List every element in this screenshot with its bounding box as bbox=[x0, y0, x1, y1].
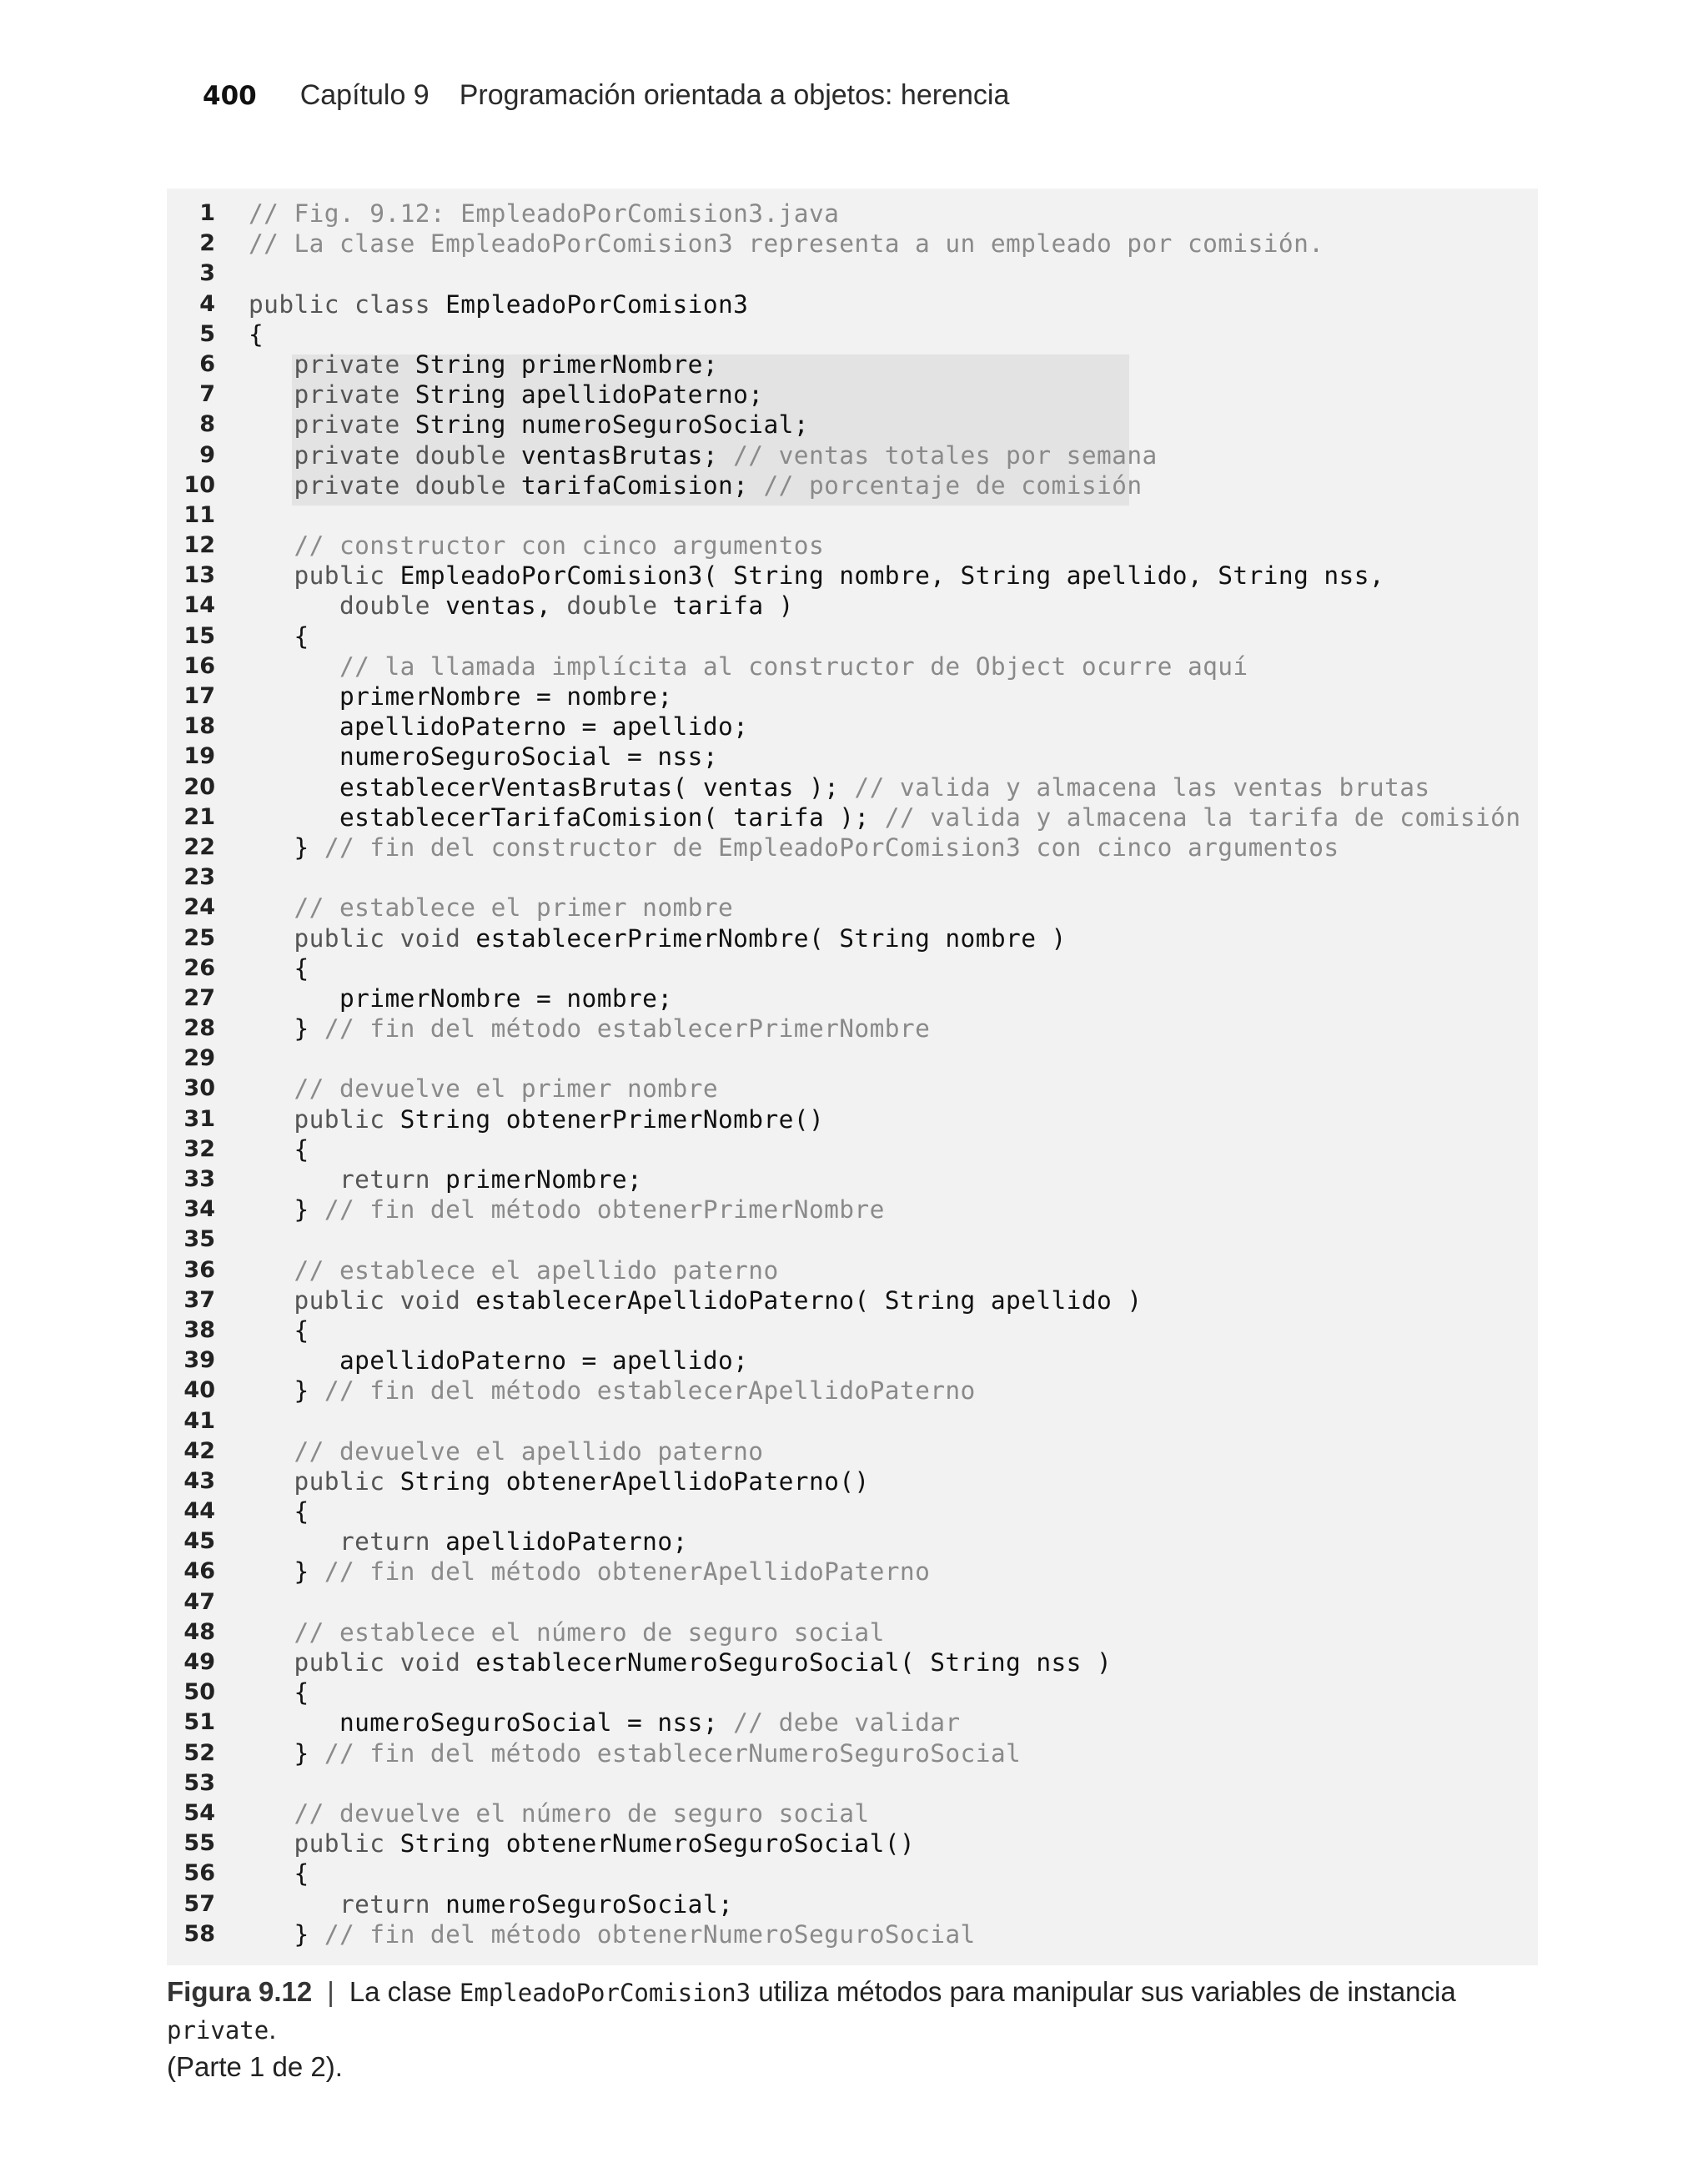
code-text bbox=[249, 380, 763, 410]
code-line bbox=[167, 350, 1538, 380]
code-line bbox=[167, 1195, 1538, 1225]
code-line bbox=[167, 1285, 1538, 1315]
line-number: 47 bbox=[183, 1588, 215, 1615]
code-line bbox=[167, 893, 1538, 923]
code-identifier: EmpleadoPorComision3( String nombre, String apellido, String nss, bbox=[399, 561, 1385, 591]
code-line bbox=[167, 1346, 1538, 1376]
code-lines bbox=[167, 199, 1538, 1949]
code-line bbox=[167, 1768, 1538, 1798]
chapter-label: Capítulo 9 bbox=[299, 79, 430, 111]
code-text bbox=[249, 1315, 309, 1346]
line-number: 14 bbox=[183, 592, 215, 619]
code-keyword: return bbox=[249, 1889, 446, 1919]
code-identifier: establecerPrimerNombre( String nombre ) bbox=[475, 923, 1067, 953]
caption-text-1: La clase bbox=[349, 1976, 460, 2007]
line-number: 54 bbox=[183, 1799, 215, 1826]
code-identifier: primerNombre = nombre; bbox=[249, 983, 673, 1013]
code-text bbox=[249, 410, 809, 440]
code-identifier: { bbox=[249, 1497, 309, 1527]
code-line bbox=[167, 863, 1538, 893]
code-comment: // devuelve el primer nombre bbox=[249, 1074, 718, 1104]
code-comment: // fin del constructor de EmpleadoPorComision3 con cinco argumentos bbox=[324, 832, 1339, 862]
code-identifier: primerNombre = nombre; bbox=[249, 682, 673, 711]
code-text bbox=[249, 621, 309, 651]
line-number: 49 bbox=[183, 1649, 215, 1675]
caption-text-2: utiliza métodos para manipular sus variables de instancia bbox=[751, 1976, 1456, 2007]
code-identifier: } bbox=[249, 1376, 324, 1406]
code-line bbox=[167, 651, 1538, 682]
code-comment: // La clase EmpleadoPorComision3 representa a un empleado por comisión. bbox=[249, 229, 1324, 259]
code-text bbox=[249, 893, 733, 923]
line-number: 50 bbox=[183, 1679, 215, 1706]
code-line bbox=[167, 259, 1538, 289]
code-comment: // fin del método obtenerNumeroSeguroSocial bbox=[324, 1919, 976, 1949]
line-number: 33 bbox=[183, 1166, 215, 1192]
line-number: 5 bbox=[199, 320, 215, 347]
code-line bbox=[167, 1466, 1538, 1496]
code-text bbox=[249, 1678, 309, 1708]
line-number: 53 bbox=[183, 1769, 215, 1796]
code-text bbox=[249, 229, 1324, 259]
code-line bbox=[167, 289, 1538, 319]
line-number: 24 bbox=[183, 894, 215, 921]
line-number: 3 bbox=[199, 260, 215, 287]
line-number: 48 bbox=[183, 1618, 215, 1645]
code-line bbox=[167, 1798, 1538, 1828]
code-line bbox=[167, 531, 1538, 561]
code-keyword: private double bbox=[249, 440, 521, 470]
code-identifier: } bbox=[249, 1195, 324, 1225]
line-number: 58 bbox=[183, 1920, 215, 1947]
code-keyword: public void bbox=[249, 923, 476, 953]
code-comment: // constructor con cinco argumentos bbox=[249, 531, 825, 561]
code-identifier: String obtenerApellidoPaterno() bbox=[399, 1466, 870, 1496]
code-comment: // fin del método establecerPrimerNombre bbox=[324, 1014, 931, 1044]
code-identifier: { bbox=[249, 621, 309, 651]
line-number: 51 bbox=[183, 1709, 215, 1736]
code-comment: // devuelve el apellido paterno bbox=[249, 1436, 764, 1466]
line-number: 6 bbox=[199, 350, 215, 377]
line-number: 2 bbox=[199, 230, 215, 257]
line-number: 31 bbox=[183, 1105, 215, 1132]
code-text bbox=[249, 199, 839, 229]
code-identifier: primerNombre; bbox=[445, 1165, 643, 1194]
line-number: 8 bbox=[199, 411, 215, 438]
code-text bbox=[249, 319, 264, 350]
code-identifier: } bbox=[249, 1014, 324, 1044]
code-text bbox=[249, 289, 748, 319]
line-number: 39 bbox=[183, 1347, 215, 1374]
code-line bbox=[167, 1134, 1538, 1164]
caption-code-class: EmpleadoPorComision3 bbox=[459, 1979, 751, 2007]
code-identifier: tarifa ) bbox=[672, 591, 794, 621]
code-line bbox=[167, 591, 1538, 621]
code-text bbox=[249, 1496, 309, 1527]
code-line bbox=[167, 1436, 1538, 1466]
code-identifier: } bbox=[249, 1557, 324, 1587]
code-identifier: { bbox=[249, 953, 309, 983]
code-comment: // devuelve el número de seguro social bbox=[249, 1798, 870, 1828]
code-line bbox=[167, 1164, 1538, 1195]
code-comment: // valida y almacena la tarifa de comisión bbox=[884, 802, 1521, 832]
code-comment: // fin del método obtenerPrimerNombre bbox=[324, 1195, 885, 1225]
code-identifier: } bbox=[249, 1919, 324, 1949]
line-number: 40 bbox=[183, 1377, 215, 1404]
line-number: 20 bbox=[183, 773, 215, 800]
code-line bbox=[167, 500, 1538, 531]
line-number: 36 bbox=[183, 1256, 215, 1283]
code-line bbox=[167, 1738, 1538, 1768]
code-line bbox=[167, 1647, 1538, 1678]
code-keyword: public bbox=[249, 561, 400, 591]
code-line bbox=[167, 1617, 1538, 1647]
code-identifier: { bbox=[249, 1859, 309, 1889]
code-identifier: String numeroSeguroSocial; bbox=[414, 410, 809, 440]
line-number: 30 bbox=[183, 1075, 215, 1102]
code-line bbox=[167, 923, 1538, 953]
code-keyword: double bbox=[566, 591, 673, 621]
line-number: 45 bbox=[183, 1528, 215, 1555]
code-identifier: ventas, bbox=[445, 591, 567, 621]
code-text bbox=[249, 953, 309, 983]
line-number: 38 bbox=[183, 1316, 215, 1343]
code-line bbox=[167, 832, 1538, 863]
code-line bbox=[167, 682, 1538, 712]
code-text bbox=[249, 651, 1248, 682]
line-number: 15 bbox=[183, 622, 215, 649]
caption-continuation: (Parte 1 de 2). bbox=[167, 2051, 343, 2082]
line-number: 56 bbox=[183, 1860, 215, 1887]
code-comment: // fin del método establecerNumeroSeguroSocial bbox=[324, 1738, 1022, 1768]
line-number: 37 bbox=[183, 1286, 215, 1313]
line-number: 28 bbox=[183, 1015, 215, 1042]
code-keyword: public bbox=[249, 1104, 400, 1134]
code-line bbox=[167, 1104, 1538, 1134]
code-text bbox=[249, 712, 748, 742]
code-identifier: String obtenerNumeroSeguroSocial() bbox=[399, 1829, 916, 1859]
code-line bbox=[167, 1828, 1538, 1859]
code-text bbox=[249, 1164, 642, 1195]
line-number: 41 bbox=[183, 1407, 215, 1434]
code-text bbox=[249, 440, 1158, 470]
code-line bbox=[167, 772, 1538, 802]
code-keyword: return bbox=[249, 1165, 446, 1194]
line-number: 1 bbox=[199, 200, 215, 226]
code-line bbox=[167, 1919, 1538, 1949]
code-line bbox=[167, 1889, 1538, 1919]
code-identifier: { bbox=[249, 1678, 309, 1708]
line-number: 4 bbox=[199, 290, 215, 317]
line-number: 46 bbox=[183, 1558, 215, 1585]
code-line bbox=[167, 1527, 1538, 1557]
code-text bbox=[249, 742, 718, 772]
code-line bbox=[167, 802, 1538, 832]
code-identifier: } bbox=[249, 832, 324, 862]
code-identifier: String primerNombre; bbox=[414, 350, 718, 379]
code-line bbox=[167, 1557, 1538, 1587]
code-text bbox=[249, 983, 673, 1014]
line-number: 13 bbox=[183, 562, 215, 589]
code-comment: // debe validar bbox=[733, 1708, 961, 1738]
line-number: 32 bbox=[183, 1135, 215, 1162]
code-text bbox=[249, 350, 718, 380]
code-text bbox=[249, 802, 1521, 832]
code-identifier: tarifaComision; bbox=[520, 470, 764, 500]
caption-text-3: . bbox=[269, 2014, 277, 2045]
code-text bbox=[249, 1104, 824, 1134]
code-line bbox=[167, 229, 1538, 259]
code-text bbox=[249, 1376, 976, 1406]
code-comment: // fin del método obtenerApellidoPaterno bbox=[324, 1557, 931, 1587]
line-number: 16 bbox=[183, 652, 215, 679]
figure-caption bbox=[167, 1974, 1551, 2085]
code-text bbox=[249, 1828, 915, 1859]
line-number: 7 bbox=[199, 381, 215, 408]
code-line bbox=[167, 621, 1538, 651]
code-line bbox=[167, 712, 1538, 742]
code-text bbox=[249, 561, 1384, 591]
line-number: 35 bbox=[183, 1226, 215, 1253]
code-line bbox=[167, 561, 1538, 591]
code-text bbox=[249, 1798, 870, 1828]
code-text bbox=[249, 1557, 930, 1587]
line-number: 27 bbox=[183, 984, 215, 1011]
line-number: 23 bbox=[183, 864, 215, 891]
code-line bbox=[167, 1074, 1538, 1104]
code-identifier: establecerTarifaComision( tarifa ); bbox=[249, 802, 885, 832]
code-listing bbox=[167, 189, 1538, 1965]
code-text bbox=[249, 1859, 309, 1889]
code-line bbox=[167, 380, 1538, 410]
code-line bbox=[167, 410, 1538, 440]
code-identifier: establecerVentasBrutas( ventas ); bbox=[249, 772, 855, 802]
code-identifier: apellidoPaterno = apellido; bbox=[249, 712, 749, 742]
code-keyword: double bbox=[249, 591, 446, 621]
page-header bbox=[203, 79, 1009, 121]
code-identifier: { bbox=[249, 319, 264, 349]
caption-code-keyword: private bbox=[167, 2016, 269, 2045]
code-text bbox=[249, 772, 1430, 802]
code-text bbox=[249, 1617, 885, 1647]
code-line bbox=[167, 983, 1538, 1014]
code-line bbox=[167, 1708, 1538, 1738]
code-identifier: establecerApellidoPaterno( String apellido ) bbox=[475, 1285, 1143, 1315]
code-identifier: String apellidoPaterno; bbox=[414, 380, 764, 410]
line-number: 19 bbox=[183, 743, 215, 770]
code-line bbox=[167, 470, 1538, 500]
code-comment: // porcentaje de comisión bbox=[763, 470, 1143, 500]
line-number: 22 bbox=[183, 833, 215, 860]
line-number: 17 bbox=[183, 683, 215, 709]
code-comment: // fin del método establecerApellidoPaterno bbox=[324, 1376, 976, 1406]
code-identifier: String obtenerPrimerNombre() bbox=[399, 1104, 825, 1134]
code-text bbox=[249, 832, 1339, 863]
code-comment: // ventas totales por semana bbox=[733, 440, 1158, 470]
code-keyword: private bbox=[249, 380, 415, 410]
code-line bbox=[167, 1496, 1538, 1527]
line-number: 9 bbox=[199, 441, 215, 468]
code-text bbox=[249, 1134, 309, 1164]
code-line bbox=[167, 1678, 1538, 1708]
code-keyword: private double bbox=[249, 470, 521, 500]
code-line bbox=[167, 1376, 1538, 1406]
line-number: 34 bbox=[183, 1196, 215, 1223]
code-identifier: { bbox=[249, 1134, 309, 1164]
code-line bbox=[167, 742, 1538, 772]
code-keyword: private bbox=[249, 350, 415, 379]
line-number: 12 bbox=[183, 532, 215, 559]
code-comment: // establece el número de seguro social bbox=[249, 1617, 885, 1647]
caption-label: Figura 9.12 bbox=[167, 1976, 313, 2007]
code-comment: // la llamada implícita al constructor de Object ocurre aquí bbox=[249, 651, 1248, 681]
line-number: 57 bbox=[183, 1890, 215, 1917]
code-line bbox=[167, 1587, 1538, 1617]
code-identifier: ventasBrutas; bbox=[520, 440, 734, 470]
code-line bbox=[167, 1406, 1538, 1436]
line-number: 55 bbox=[183, 1830, 215, 1857]
code-line bbox=[167, 1044, 1538, 1074]
code-text bbox=[249, 470, 1142, 500]
code-line bbox=[167, 1014, 1538, 1044]
code-comment: // establece el primer nombre bbox=[249, 893, 734, 923]
code-text bbox=[249, 1346, 748, 1376]
caption-separator: | bbox=[327, 1976, 334, 2007]
code-line bbox=[167, 440, 1538, 470]
code-text bbox=[249, 1708, 961, 1738]
code-text bbox=[249, 1074, 718, 1104]
code-identifier: establecerNumeroSeguroSocial( String nss ) bbox=[475, 1648, 1113, 1677]
line-number: 29 bbox=[183, 1045, 215, 1072]
code-text bbox=[249, 1014, 930, 1044]
code-text bbox=[249, 1285, 1142, 1315]
page-number: 400 bbox=[203, 81, 257, 111]
code-comment: // valida y almacena las ventas brutas bbox=[854, 772, 1430, 802]
code-comment: // Fig. 9.12: EmpleadoPorComision3.java bbox=[249, 199, 840, 228]
code-line bbox=[167, 319, 1538, 350]
line-number: 44 bbox=[183, 1498, 215, 1525]
code-text bbox=[249, 1738, 1021, 1768]
code-identifier: numeroSeguroSocial = nss; bbox=[249, 1708, 734, 1738]
code-identifier: numeroSeguroSocial = nss; bbox=[249, 742, 718, 772]
code-keyword: public bbox=[249, 1466, 400, 1496]
code-line bbox=[167, 1255, 1538, 1285]
line-number: 42 bbox=[183, 1437, 215, 1464]
line-number: 11 bbox=[183, 501, 215, 528]
code-text bbox=[249, 1919, 976, 1949]
code-keyword: return bbox=[249, 1527, 446, 1557]
code-identifier: apellidoPaterno = apellido; bbox=[249, 1346, 749, 1376]
code-line bbox=[167, 199, 1538, 229]
code-text bbox=[249, 1255, 779, 1285]
code-text bbox=[249, 1647, 1112, 1678]
code-text bbox=[249, 1889, 733, 1919]
code-text bbox=[249, 531, 824, 561]
code-text bbox=[249, 1466, 870, 1496]
code-line bbox=[167, 1225, 1538, 1255]
line-number: 25 bbox=[183, 924, 215, 951]
code-keyword: public void bbox=[249, 1648, 476, 1677]
code-comment: // establece el apellido paterno bbox=[249, 1255, 779, 1285]
code-text bbox=[249, 1436, 763, 1466]
code-text bbox=[249, 591, 794, 621]
code-identifier: } bbox=[249, 1738, 324, 1768]
chapter-title: Programación orientada a objetos: herencia bbox=[459, 79, 1010, 111]
code-line bbox=[167, 953, 1538, 983]
code-identifier: EmpleadoPorComision3 bbox=[445, 289, 749, 319]
line-number: 43 bbox=[183, 1467, 215, 1494]
code-text bbox=[249, 923, 1067, 953]
code-text bbox=[249, 682, 673, 712]
line-number: 18 bbox=[183, 713, 215, 740]
code-keyword: private bbox=[249, 410, 415, 440]
line-number: 10 bbox=[183, 471, 215, 498]
code-text bbox=[249, 1527, 688, 1557]
code-line bbox=[167, 1315, 1538, 1346]
code-text bbox=[249, 1195, 885, 1225]
line-number: 52 bbox=[183, 1739, 215, 1766]
code-line bbox=[167, 1859, 1538, 1889]
code-identifier: numeroSeguroSocial; bbox=[445, 1889, 734, 1919]
code-identifier: { bbox=[249, 1315, 309, 1345]
code-keyword: public bbox=[249, 1829, 400, 1859]
code-keyword: public void bbox=[249, 1285, 476, 1315]
code-keyword: public class bbox=[249, 289, 446, 319]
line-number: 26 bbox=[183, 954, 215, 981]
line-number: 21 bbox=[183, 803, 215, 830]
code-identifier: apellidoPaterno; bbox=[445, 1527, 688, 1557]
